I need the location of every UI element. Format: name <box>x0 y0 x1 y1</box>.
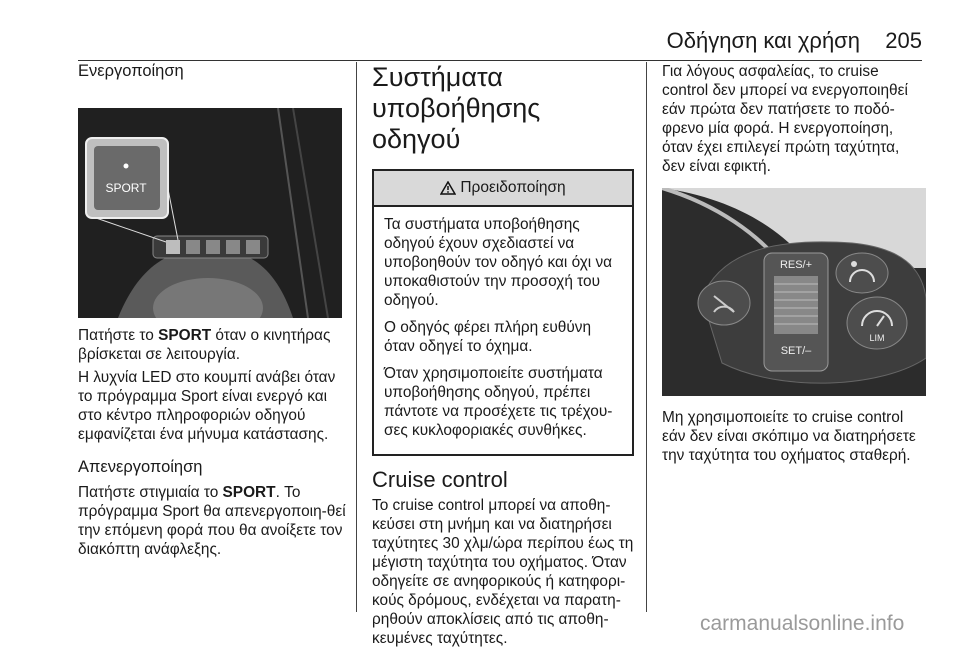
cruise-heading: Cruise control <box>372 467 508 492</box>
res-label: RES/+ <box>779 259 813 271</box>
warning-box <box>372 169 634 456</box>
para-do-not-use: Μη χρησιμοποιείτε το cruise control εάν δεν είναι σκόπιμο να διατηρήσετε την ταχύτητα του οχήματος σταθερή. <box>662 409 916 464</box>
column-3 <box>662 62 926 465</box>
header-rule <box>78 60 922 61</box>
sport-button-illustration <box>78 108 342 318</box>
warning-triangle-icon <box>440 181 456 195</box>
column-divider-1 <box>356 62 357 612</box>
heading-deactivation: Απενεργοποίηση <box>78 458 203 476</box>
column-2 <box>372 62 634 648</box>
warning-para-3: Όταν χρησιμοποιείτε συστήματα υποβοήθησης οδηγού, πρέπει πάντοτε να προσέχετε τις τρέχου-σες κυκλοφοριακές συνθήκες. <box>384 365 613 439</box>
para-led: Η λυχνία LED στο κουμπί ανάβει όταν το πρόγραμμα Sport είναι ενεργό και στο κέντρο πληροφοριών οδηγού εμφανίζεται ένα μήνυμα κατάστασης. <box>78 369 336 443</box>
para-safety: Για λόγους ασφαλείας, το cruise control δεν μπορεί να ενεργοποιηθεί εάν πρώτα δεν πατήσετε το ποδό-φρενο μία φορά. Η ενεργοποίηση, όταν έχει επιλεγεί πρώτη ταχύτητα, δεν είναι εφικτή. <box>662 63 908 175</box>
sport-button-figure <box>78 108 342 318</box>
cruise-para: Το cruise control μπορεί να αποθη-κεύσει στη μνήμη και να διατηρήσει ταχύτητες 30 χλμ/ώρα περίπου έως τη μέγιστη ταχύτητα του οχήματος. Όταν οδηγείτε σε ανηφορικούς ή κατηφορι-κούς δρόμους, ενδέχεται να παρατη-ρηθούν αποκλίσεις από τις αποθη-κευμένες ταχύτητες. <box>372 497 634 647</box>
footer-watermark: carmanualsonline.info <box>700 612 905 635</box>
page-number: 205 <box>885 28 922 53</box>
header-title: Οδήγηση και χρήση <box>666 28 860 53</box>
heading-activation: Ενεργοποίηση <box>78 62 184 80</box>
warning-body <box>374 207 632 454</box>
set-label: SET/– <box>780 345 812 357</box>
section-title: Συστήματα υποβοήθησης οδηγού <box>372 62 541 154</box>
warning-para-2: Ο οδηγός φέρει πλήρη ευθύνη όταν οδηγεί το όχημα. <box>384 319 592 355</box>
cruise-control-figure <box>662 188 926 396</box>
warning-title: Προειδοποίηση <box>460 179 566 196</box>
lim-label: LIM <box>869 333 885 343</box>
sport-label: SPORT <box>105 181 147 195</box>
column-1 <box>78 62 350 559</box>
warning-para-1: Τα συστήματα υποβοήθησης οδηγού έχουν σχεδιαστεί να υποβοηθούν τον οδηγό και όχι να υποκαθιστούν την προσοχή του οδηγού. <box>384 216 613 309</box>
column-divider-2 <box>646 62 647 612</box>
steering-switches-illustration <box>662 188 926 396</box>
para-press-sport: Πατήστε το SPORT όταν ο κινητήρας βρίσκεται σε λειτουργία. <box>78 327 331 363</box>
page-header <box>0 28 960 58</box>
warning-header <box>374 171 632 207</box>
para-deactivate: Πατήστε στιγμιαία το SPORT. Το πρόγραμμα Sport θα απενεργοποιη-θεί την επόμενη φορά που θα ανοίξετε τον διακόπτη ανάφλεξης. <box>78 484 346 558</box>
